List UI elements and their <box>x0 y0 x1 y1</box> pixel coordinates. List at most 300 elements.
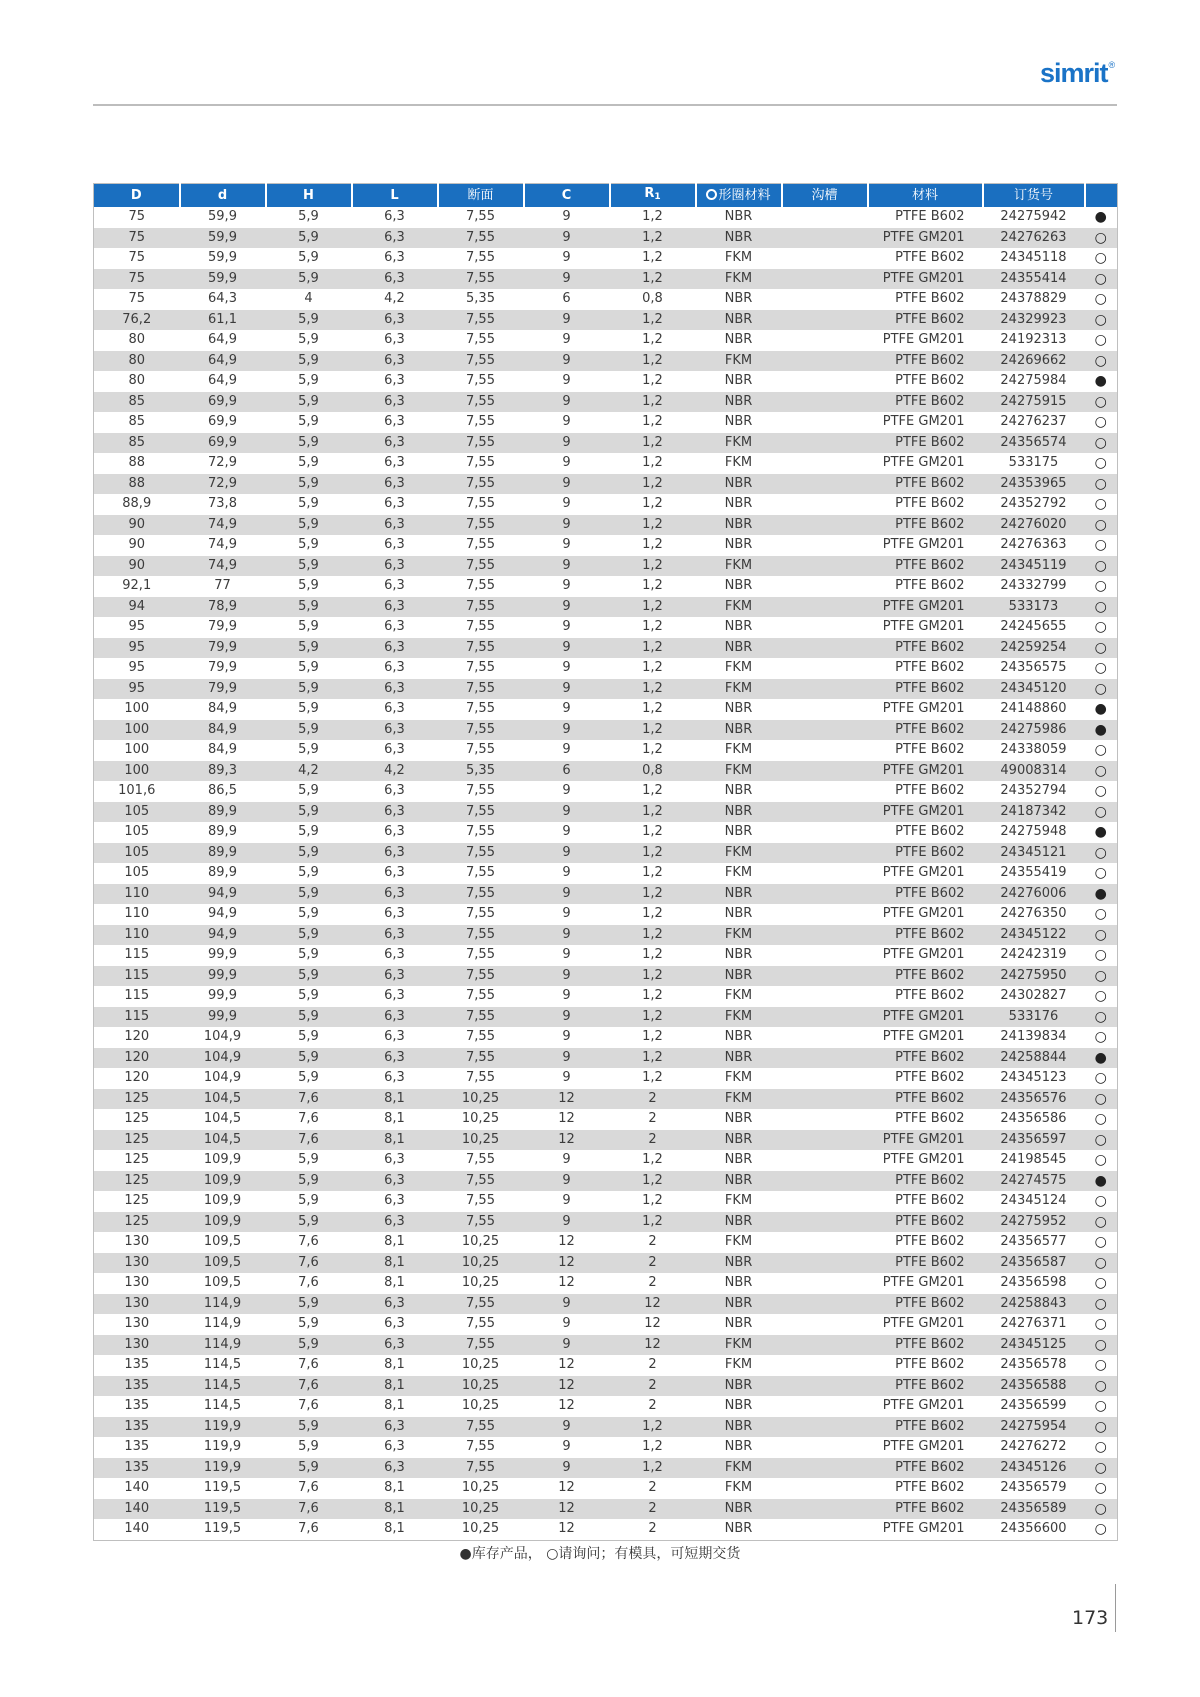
cell-section: 7,55 <box>438 1212 524 1233</box>
cell-material: PTFE GM201 <box>882 619 965 635</box>
cell-stock-mark: ○ <box>1085 228 1118 249</box>
cell-material: PTFE GM201 <box>868 597 983 618</box>
cell-H: 5,9 <box>298 906 319 922</box>
cell-order-no: 24345122 <box>983 925 1085 946</box>
cell-groove <box>782 966 868 987</box>
cell-R1: 1,2 <box>642 332 663 348</box>
cell-R1: 1,2 <box>610 474 696 495</box>
cell-oring-material: NBR <box>724 537 753 553</box>
cell-H: 5,9 <box>266 1171 352 1192</box>
cell-L: 6,3 <box>384 824 405 840</box>
table-row <box>94 1048 1118 1069</box>
cell-H: 5,9 <box>298 1193 319 1209</box>
cell-material: PTFE GM201 <box>882 1316 965 1332</box>
cell-R1: 1,2 <box>642 1152 663 1168</box>
cell-order-no: 24275954 <box>983 1417 1085 1438</box>
cell-D: 85 <box>94 433 180 454</box>
cell-section: 7,55 <box>438 1048 524 1069</box>
cell-d: 119,5 <box>180 1499 266 1520</box>
cell-R1: 1,2 <box>642 906 663 922</box>
cell-C: 9 <box>524 556 610 577</box>
cell-d: 89,9 <box>180 802 266 823</box>
cell-groove <box>782 986 868 1007</box>
cell-groove <box>782 740 868 761</box>
cell-R1: 1,2 <box>642 783 663 799</box>
table-row <box>94 269 1118 290</box>
cell-D: 100 <box>124 742 150 758</box>
cell-stock-mark: ○ <box>1094 1234 1107 1251</box>
cell-d: 74,9 <box>180 556 266 577</box>
cell-order-no: 24302827 <box>1000 988 1067 1004</box>
cell-material: PTFE B602 <box>868 966 983 987</box>
cell-D: 140 <box>94 1499 180 1520</box>
cell-d: 64,3 <box>208 291 237 307</box>
cell-stock-mark: ○ <box>1094 1439 1107 1456</box>
cell-d: 59,9 <box>208 250 237 266</box>
cell-L: 6,3 <box>352 1335 438 1356</box>
cell-order-no: 24352794 <box>1000 783 1067 799</box>
table-row <box>94 371 1118 392</box>
cell-L: 6,3 <box>352 1417 438 1438</box>
cell-order-no: 24355414 <box>983 269 1085 290</box>
cell-material: PTFE B602 <box>895 291 965 307</box>
cell-stock-mark: ○ <box>1085 392 1118 413</box>
cell-section: 7,55 <box>438 1007 524 1028</box>
cell-material: PTFE B602 <box>895 578 965 594</box>
cell-d: 84,9 <box>180 720 266 741</box>
cell-L: 6,3 <box>352 556 438 577</box>
cell-order-no: 24245655 <box>1000 619 1067 635</box>
cell-section: 10,25 <box>438 1253 524 1274</box>
cell-groove <box>782 597 868 618</box>
cell-C: 9 <box>562 1439 571 1455</box>
cell-oring-material: FKM <box>696 1335 782 1356</box>
cell-oring-material: FKM <box>724 1070 753 1086</box>
cell-d: 114,9 <box>180 1335 266 1356</box>
cell-order-no: 24275942 <box>1000 209 1067 225</box>
cell-stock-mark: ○ <box>1094 865 1107 882</box>
cell-D: 75 <box>128 250 146 266</box>
table-row <box>94 1253 1118 1274</box>
cell-L: 6,3 <box>352 720 438 741</box>
table-row <box>94 1068 1118 1089</box>
cell-d: 104,5 <box>203 1111 242 1127</box>
cell-stock-mark: ○ <box>1085 1007 1118 1028</box>
cell-groove <box>782 556 868 577</box>
cell-L: 4,2 <box>352 761 438 782</box>
cell-material: PTFE B602 <box>868 925 983 946</box>
cell-R1: 1,2 <box>610 351 696 372</box>
cell-R1: 1,2 <box>610 1048 696 1069</box>
cell-stock-mark: ○ <box>1094 660 1107 677</box>
cell-groove <box>782 433 868 454</box>
cell-stock-mark: ○ <box>1094 1070 1107 1087</box>
table-row <box>94 1396 1118 1417</box>
cell-C: 9 <box>524 1048 610 1069</box>
cell-oring-material: FKM <box>696 1458 782 1479</box>
cell-D: 90 <box>128 537 146 553</box>
cell-H: 5,9 <box>266 351 352 372</box>
cell-R1: 1,2 <box>642 250 663 266</box>
cell-C: 9 <box>562 455 571 471</box>
cell-order-no: 24345118 <box>1000 250 1067 266</box>
cell-groove <box>782 720 868 741</box>
cell-L: 8,1 <box>352 1376 438 1397</box>
cell-R1: 2 <box>648 1398 657 1414</box>
cell-oring-material: NBR <box>724 1029 753 1045</box>
table-row <box>94 1191 1118 1212</box>
cell-D: 75 <box>94 228 180 249</box>
table-row <box>94 228 1118 249</box>
cell-d: 84,9 <box>208 701 237 717</box>
cell-L: 6,3 <box>384 332 405 348</box>
cell-d: 114,5 <box>203 1398 242 1414</box>
cell-d: 79,9 <box>180 638 266 659</box>
cell-L: 6,3 <box>352 392 438 413</box>
table-row <box>94 1314 1118 1335</box>
cell-R1: 1,2 <box>642 373 663 389</box>
cell-stock-mark: ○ <box>1094 1398 1107 1415</box>
cell-material: PTFE GM201 <box>868 1130 983 1151</box>
cell-section: 7,55 <box>438 392 524 413</box>
product-table-container <box>93 183 1117 1541</box>
cell-C: 9 <box>524 474 610 495</box>
cell-material: PTFE B602 <box>868 1335 983 1356</box>
cell-material: PTFE B602 <box>868 679 983 700</box>
cell-d: 72,9 <box>208 455 237 471</box>
cell-order-no: 24345125 <box>983 1335 1085 1356</box>
cell-D: 80 <box>128 373 146 389</box>
cell-R1: 1,2 <box>642 619 663 635</box>
cell-D: 88,9 <box>122 496 152 512</box>
cell-stock-mark: ○ <box>1094 414 1107 431</box>
cell-groove <box>782 1007 868 1028</box>
cell-R1: 1,2 <box>610 269 696 290</box>
cell-material: PTFE B602 <box>868 433 983 454</box>
cell-R1: 1,2 <box>610 638 696 659</box>
cell-D: 110 <box>94 884 180 905</box>
cell-L: 6,3 <box>384 1439 405 1455</box>
cell-L: 8,1 <box>384 1275 405 1291</box>
cell-L: 6,3 <box>352 597 438 618</box>
table-row <box>94 576 1118 597</box>
table-row <box>94 740 1118 761</box>
cell-oring-material: NBR <box>724 1152 753 1168</box>
cell-groove <box>782 884 868 905</box>
cell-d: 59,9 <box>180 228 266 249</box>
cell-d: 84,9 <box>208 742 237 758</box>
cell-L: 8,1 <box>384 1521 405 1537</box>
cell-oring-material: NBR <box>724 1398 753 1414</box>
cell-oring-material: FKM <box>696 1089 782 1110</box>
cell-d: 72,9 <box>180 474 266 495</box>
cell-section: 7,55 <box>466 824 495 840</box>
cell-groove <box>782 1437 868 1458</box>
cell-R1: 2 <box>648 1521 657 1537</box>
cell-groove <box>782 576 868 597</box>
cell-material: PTFE B602 <box>868 638 983 659</box>
cell-R1: 1,2 <box>642 1193 663 1209</box>
cell-C: 9 <box>524 720 610 741</box>
cell-order-no: 24356576 <box>983 1089 1085 1110</box>
cell-D: 100 <box>94 761 180 782</box>
cell-stock-mark: ○ <box>1094 537 1107 554</box>
cell-oring-material: NBR <box>724 701 753 717</box>
cell-stock-mark: ○ <box>1085 269 1118 290</box>
cell-d: 109,9 <box>180 1171 266 1192</box>
cell-section: 7,55 <box>466 660 495 676</box>
cell-R1: 1,2 <box>610 1171 696 1192</box>
cell-C: 9 <box>524 679 610 700</box>
cell-order-no: 24192313 <box>1000 332 1067 348</box>
cell-R1: 1,2 <box>610 515 696 536</box>
cell-section: 7,55 <box>438 925 524 946</box>
col-header-section: 断面 <box>438 184 524 208</box>
cell-groove <box>782 638 868 659</box>
cell-D: 130 <box>124 1275 150 1291</box>
cell-R1: 1,2 <box>642 988 663 1004</box>
cell-section: 7,55 <box>466 742 495 758</box>
table-row <box>94 248 1118 269</box>
cell-H: 5,9 <box>266 392 352 413</box>
cell-d: 109,9 <box>180 1212 266 1233</box>
col-header-C: C <box>524 184 610 208</box>
cell-C: 9 <box>562 1070 571 1086</box>
cell-C: 12 <box>558 1111 575 1127</box>
cell-oring-material: NBR <box>696 228 782 249</box>
table-row <box>94 679 1118 700</box>
cell-stock-mark: ○ <box>1094 1193 1107 1210</box>
cell-d: 114,9 <box>203 1316 242 1332</box>
cell-d: 119,9 <box>180 1417 266 1438</box>
cell-section: 10,25 <box>438 1499 524 1520</box>
cell-oring-material: NBR <box>724 1111 753 1127</box>
cell-material: PTFE B602 <box>895 209 965 225</box>
cell-L: 8,1 <box>384 1357 405 1373</box>
cell-C: 9 <box>562 701 571 717</box>
cell-groove <box>782 1519 868 1540</box>
cell-d: 94,9 <box>180 884 266 905</box>
cell-stock-mark: ○ <box>1085 310 1118 331</box>
cell-R1: 2 <box>610 1253 696 1274</box>
cell-order-no: 24276371 <box>1000 1316 1067 1332</box>
cell-stock-mark: ○ <box>1094 455 1107 472</box>
cell-stock-mark: ○ <box>1085 556 1118 577</box>
cell-R1: 1,2 <box>642 414 663 430</box>
cell-C: 9 <box>524 1171 610 1192</box>
table-row <box>94 1417 1118 1438</box>
cell-d: 119,9 <box>203 1439 242 1455</box>
cell-order-no: 533173 <box>983 597 1085 618</box>
cell-material: PTFE B602 <box>895 1234 965 1250</box>
table-row <box>94 412 1118 433</box>
cell-groove <box>782 1232 868 1253</box>
col-header-groove: 沟槽 <box>782 184 868 208</box>
cell-H: 5,9 <box>266 1212 352 1233</box>
cell-H: 7,6 <box>266 1499 352 1520</box>
cell-D: 130 <box>124 1234 150 1250</box>
cell-section: 7,55 <box>438 515 524 536</box>
cell-material: PTFE GM201 <box>868 228 983 249</box>
cell-H: 5,9 <box>298 865 319 881</box>
cell-C: 9 <box>524 515 610 536</box>
cell-L: 6,3 <box>352 515 438 536</box>
cell-groove <box>782 843 868 864</box>
col-header-D: D <box>94 184 180 208</box>
cell-R1: 1,2 <box>610 1458 696 1479</box>
cell-H: 7,6 <box>298 1521 319 1537</box>
cell-C: 9 <box>524 1007 610 1028</box>
cell-R1: 2 <box>610 1130 696 1151</box>
cell-oring-material: NBR <box>696 1253 782 1274</box>
cell-oring-material: FKM <box>696 556 782 577</box>
cell-order-no: 24345124 <box>1000 1193 1067 1209</box>
cell-section: 7,55 <box>466 332 495 348</box>
cell-section: 7,55 <box>438 679 524 700</box>
cell-material: PTFE GM201 <box>882 1275 965 1291</box>
cell-L: 6,3 <box>352 474 438 495</box>
cell-C: 9 <box>562 865 571 881</box>
cell-L: 6,3 <box>384 496 405 512</box>
cell-stock-mark: ○ <box>1094 1029 1107 1046</box>
cell-material: PTFE B602 <box>868 1376 983 1397</box>
cell-oring-material: NBR <box>696 1048 782 1069</box>
table-body <box>94 207 1118 1540</box>
cell-material: PTFE GM201 <box>882 906 965 922</box>
cell-order-no: 24332799 <box>1000 578 1067 594</box>
cell-H: 5,9 <box>298 332 319 348</box>
cell-stock-mark: ○ <box>1085 1130 1118 1151</box>
cell-material: PTFE B602 <box>868 515 983 536</box>
cell-C: 9 <box>562 824 571 840</box>
cell-material: PTFE GM201 <box>882 1029 965 1045</box>
table-row <box>94 1232 1118 1253</box>
cell-stock-mark: ○ <box>1085 474 1118 495</box>
cell-C: 9 <box>524 638 610 659</box>
cell-material: PTFE GM201 <box>882 947 965 963</box>
cell-oring-material: NBR <box>696 474 782 495</box>
cell-D: 125 <box>94 1089 180 1110</box>
cell-R1: 2 <box>648 1357 657 1373</box>
cell-oring-material: FKM <box>724 455 753 471</box>
cell-R1: 1,2 <box>610 310 696 331</box>
cell-L: 6,3 <box>384 947 405 963</box>
cell-order-no: 24259254 <box>983 638 1085 659</box>
cell-stock-mark: ○ <box>1085 351 1118 372</box>
cell-L: 6,3 <box>384 537 405 553</box>
cell-d: 77 <box>214 578 231 594</box>
cell-oring-material: NBR <box>724 947 753 963</box>
cell-oring-material: NBR <box>696 1499 782 1520</box>
cell-oring-material: NBR <box>696 1212 782 1233</box>
col-header-material: 材料 <box>868 184 983 208</box>
cell-oring-material: NBR <box>724 414 753 430</box>
cell-section: 7,55 <box>466 906 495 922</box>
cell-L: 6,3 <box>352 1171 438 1192</box>
cell-L: 6,3 <box>384 701 405 717</box>
cell-section: 7,55 <box>438 1458 524 1479</box>
cell-section: 7,55 <box>466 455 495 471</box>
cell-stock-mark: ○ <box>1085 843 1118 864</box>
table-row <box>94 1499 1118 1520</box>
cell-C: 6 <box>524 761 610 782</box>
cell-material: PTFE GM201 <box>868 761 983 782</box>
cell-H: 5,9 <box>298 783 319 799</box>
cell-material: PTFE GM201 <box>882 1439 965 1455</box>
cell-H: 5,9 <box>298 1152 319 1168</box>
cell-d: 79,9 <box>208 619 237 635</box>
cell-D: 76,2 <box>94 310 180 331</box>
cell-R1: 1,2 <box>610 966 696 987</box>
cell-order-no: 24345126 <box>983 1458 1085 1479</box>
cell-order-no: 24276363 <box>1000 537 1067 553</box>
table-row <box>94 310 1118 331</box>
cell-D: 95 <box>128 660 146 676</box>
cell-material: PTFE B602 <box>868 1048 983 1069</box>
table-row <box>94 1273 1118 1294</box>
cell-H: 5,9 <box>266 843 352 864</box>
cell-section: 7,55 <box>466 1029 495 1045</box>
cell-stock-mark: ○ <box>1085 966 1118 987</box>
cell-d: 119,5 <box>203 1480 242 1496</box>
cell-order-no: 24356577 <box>1000 1234 1067 1250</box>
cell-R1: 2 <box>648 1480 657 1496</box>
cell-section: 7,55 <box>466 578 495 594</box>
cell-order-no: 24356578 <box>1000 1357 1067 1373</box>
cell-material: PTFE B602 <box>895 1111 965 1127</box>
cell-H: 5,9 <box>298 1070 319 1086</box>
cell-order-no: 24258844 <box>983 1048 1085 1069</box>
cell-L: 6,3 <box>384 1029 405 1045</box>
cell-C: 9 <box>562 373 571 389</box>
cell-stock-mark: ○ <box>1094 619 1107 636</box>
cell-oring-material: NBR <box>696 1130 782 1151</box>
cell-d: 114,5 <box>180 1376 266 1397</box>
cell-L: 6,3 <box>384 619 405 635</box>
cell-d: 104,5 <box>180 1089 266 1110</box>
col-header-d: d <box>180 184 266 208</box>
cell-oring-material: NBR <box>724 209 753 225</box>
cell-R1: 12 <box>610 1335 696 1356</box>
cell-groove <box>782 1253 868 1274</box>
cell-d: 114,5 <box>203 1357 242 1373</box>
cell-d: 94,9 <box>180 925 266 946</box>
cell-L: 6,3 <box>384 373 405 389</box>
cell-d: 99,9 <box>180 1007 266 1028</box>
cell-R1: 1,2 <box>642 742 663 758</box>
cell-C: 12 <box>524 1376 610 1397</box>
cell-H: 7,6 <box>298 1111 319 1127</box>
cell-stock-mark: ● <box>1094 824 1107 841</box>
cell-D: 135 <box>94 1417 180 1438</box>
cell-oring-material: NBR <box>696 1171 782 1192</box>
cell-D: 88 <box>128 455 146 471</box>
cell-groove <box>782 1150 868 1171</box>
cell-H: 4,2 <box>266 761 352 782</box>
cell-oring-material: NBR <box>696 310 782 331</box>
cell-groove <box>782 1314 868 1335</box>
cell-oring-material: NBR <box>724 824 753 840</box>
cell-D: 100 <box>124 701 150 717</box>
cell-order-no: 24356597 <box>983 1130 1085 1151</box>
cell-H: 5,9 <box>266 556 352 577</box>
cell-stock-mark: ○ <box>1094 1480 1107 1497</box>
cell-stock-mark: ○ <box>1094 1111 1107 1128</box>
cell-order-no: 24275984 <box>1000 373 1067 389</box>
cell-D: 115 <box>94 1007 180 1028</box>
cell-oring-material: NBR <box>696 884 782 905</box>
cell-stock-mark: ○ <box>1094 1357 1107 1374</box>
